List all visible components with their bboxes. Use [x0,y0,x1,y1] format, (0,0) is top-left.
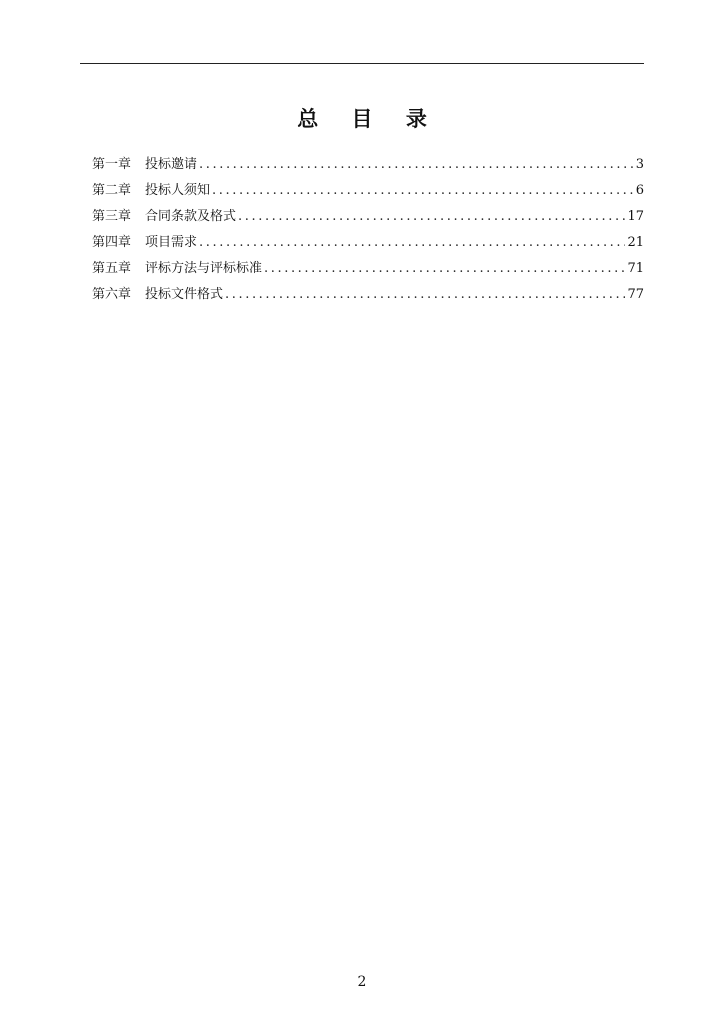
toc-dot-leader [225,282,625,308]
page-title [0,103,724,133]
toc-entry-chapter-2[interactable] [92,178,644,204]
toc-entry-chapter-1[interactable] [92,152,644,178]
toc-chapter-number: 第六章 [92,287,132,302]
title-char: 录 [405,106,427,131]
toc-entry-chapter-3[interactable] [92,204,644,230]
table-of-contents [92,152,644,308]
toc-page-number: 17 [627,209,644,224]
toc-chapter-number: 第五章 [92,261,132,276]
page-number: 2 [357,974,367,990]
toc-dot-leader [238,204,625,230]
toc-dot-leader [264,256,625,282]
toc-chapter-title: 项目需求 [145,235,198,250]
toc-page-number: 71 [627,261,644,276]
toc-page-number: 3 [635,157,644,172]
toc-entry-chapter-4[interactable] [92,230,644,256]
toc-chapter-title: 评标方法与评标标准 [145,261,263,276]
toc-dot-leader [212,178,634,204]
toc-page-number: 21 [627,235,644,250]
toc-chapter-number: 第二章 [92,183,132,198]
toc-chapter-number: 第四章 [92,235,132,250]
toc-chapter-title: 投标人须知 [145,183,211,198]
toc-chapter-title: 投标邀请 [145,157,198,172]
toc-page-number: 77 [627,287,644,302]
toc-chapter-title: 合同条款及格式 [145,209,237,224]
toc-chapter-number: 第三章 [92,209,132,224]
title-char: 目 [351,106,373,131]
toc-chapter-title: 投标文件格式 [145,287,224,302]
toc-page-number: 6 [635,183,644,198]
toc-chapter-number: 第一章 [92,157,132,172]
toc-dot-leader [199,230,625,256]
toc-entry-chapter-5[interactable] [92,256,644,282]
toc-entry-chapter-6[interactable] [92,282,644,308]
header-rule [80,63,644,64]
toc-dot-leader [199,152,634,178]
title-char: 总 [297,106,319,131]
